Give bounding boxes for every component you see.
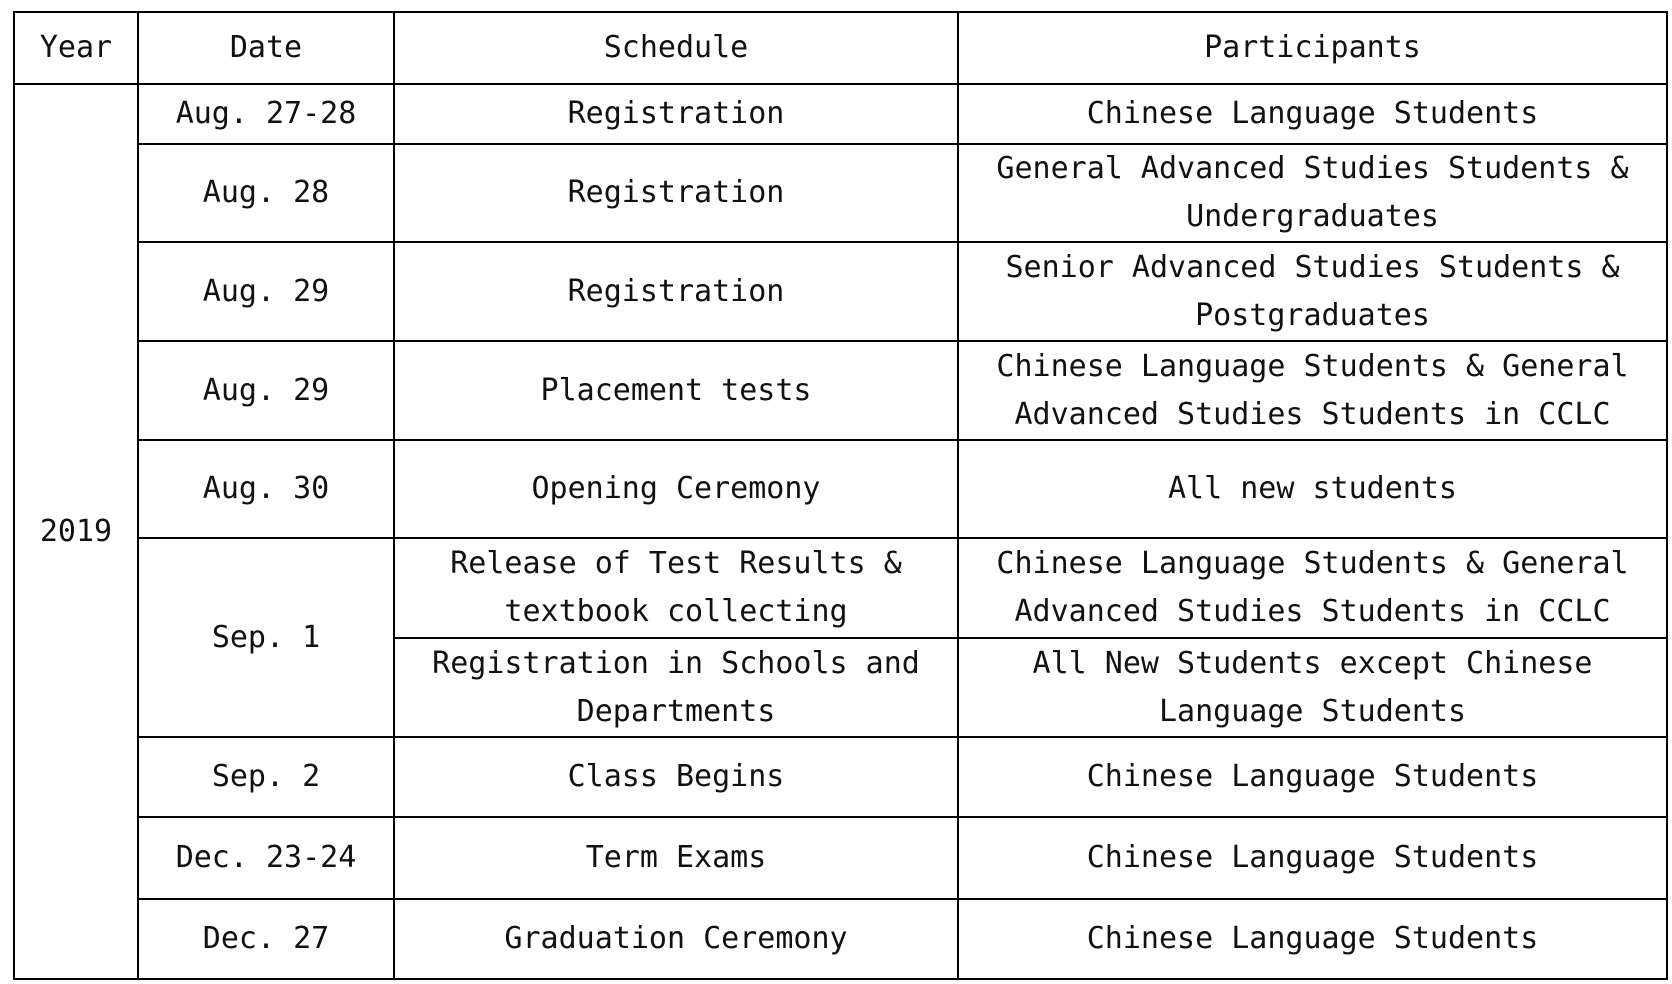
date-cell: Dec. 27 bbox=[138, 899, 394, 979]
header-participants: Participants bbox=[958, 12, 1667, 84]
schedule-table bbox=[13, 11, 1668, 980]
date-cell: Aug. 29 bbox=[138, 242, 394, 341]
header-schedule: Schedule bbox=[394, 12, 958, 84]
participants-cell: Chinese Language Students & General Advanced Studies Students in CCLC bbox=[958, 538, 1667, 638]
table-row bbox=[14, 341, 1667, 440]
participants-cell: All New Students except Chinese Language Students bbox=[958, 638, 1667, 737]
schedule-cell: Registration bbox=[394, 242, 958, 341]
table-row bbox=[14, 84, 1667, 144]
date-cell: Sep. 1 bbox=[138, 538, 394, 737]
participants-cell: Chinese Language Students bbox=[958, 737, 1667, 817]
schedule-cell: Placement tests bbox=[394, 341, 958, 440]
date-cell: Aug. 30 bbox=[138, 440, 394, 538]
date-cell: Aug. 28 bbox=[138, 144, 394, 242]
participants-cell: Chinese Language Students & General Advanced Studies Students in CCLC bbox=[958, 341, 1667, 440]
table-row bbox=[14, 440, 1667, 538]
date-cell: Dec. 23-24 bbox=[138, 817, 394, 899]
table-row bbox=[14, 538, 1667, 638]
header-year: Year bbox=[14, 12, 138, 84]
participants-cell: Senior Advanced Studies Students & Postgraduates bbox=[958, 242, 1667, 341]
date-cell: Aug. 27-28 bbox=[138, 84, 394, 144]
year-cell: 2019 bbox=[14, 84, 138, 979]
schedule-cell: Registration bbox=[394, 144, 958, 242]
date-cell: Aug. 29 bbox=[138, 341, 394, 440]
schedule-cell: Class Begins bbox=[394, 737, 958, 817]
schedule-cell: Release of Test Results & textbook collecting bbox=[394, 538, 958, 638]
participants-cell: General Advanced Studies Students & Undergraduates bbox=[958, 144, 1667, 242]
participants-cell: All new students bbox=[958, 440, 1667, 538]
participants-cell: Chinese Language Students bbox=[958, 817, 1667, 899]
schedule-cell: Term Exams bbox=[394, 817, 958, 899]
table-row bbox=[14, 899, 1667, 979]
date-cell: Sep. 2 bbox=[138, 737, 394, 817]
header-row bbox=[14, 12, 1667, 84]
table-row bbox=[14, 817, 1667, 899]
table-row bbox=[14, 144, 1667, 242]
participants-cell: Chinese Language Students bbox=[958, 84, 1667, 144]
schedule-cell: Graduation Ceremony bbox=[394, 899, 958, 979]
table-row bbox=[14, 242, 1667, 341]
schedule-cell: Registration bbox=[394, 84, 958, 144]
schedule-cell: Registration in Schools and Departments bbox=[394, 638, 958, 737]
header-date: Date bbox=[138, 12, 394, 84]
participants-cell: Chinese Language Students bbox=[958, 899, 1667, 979]
schedule-cell: Opening Ceremony bbox=[394, 440, 958, 538]
table-row bbox=[14, 737, 1667, 817]
